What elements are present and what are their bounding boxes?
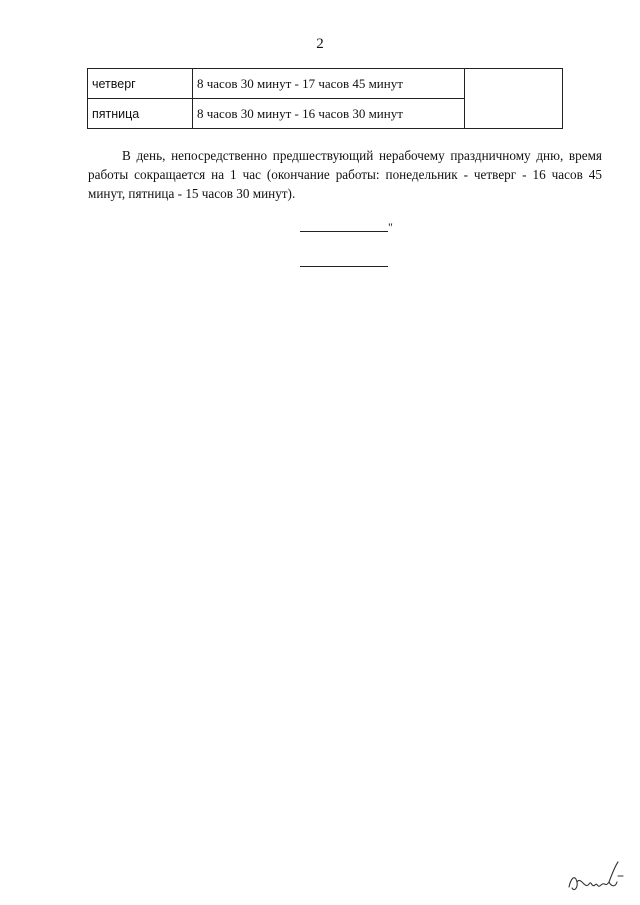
table-row [88, 69, 563, 99]
handwritten-signature-icon [565, 852, 625, 897]
hours-cell: 8 часов 30 минут - 17 часов 45 минут [193, 69, 465, 99]
shortened-day-paragraph: В день, непосредственно предшествующий нерабочему праздничному дню, время работы сокращается на 1 час (окончание работы: понедельник - четверг - 16 часов 45 минут, пятница - 15 часов 30 минут). [88, 148, 602, 201]
separator-line [300, 256, 388, 267]
hours-cell: 8 часов 30 минут - 16 часов 30 минут [193, 99, 465, 129]
closing-quote-mark: " [388, 220, 393, 234]
page-number: 2 [316, 36, 324, 52]
day-cell: четверг [88, 69, 193, 99]
work-schedule-table [87, 68, 563, 129]
day-cell: пятница [88, 99, 193, 129]
closing-line [300, 221, 388, 232]
note-cell [465, 69, 563, 129]
